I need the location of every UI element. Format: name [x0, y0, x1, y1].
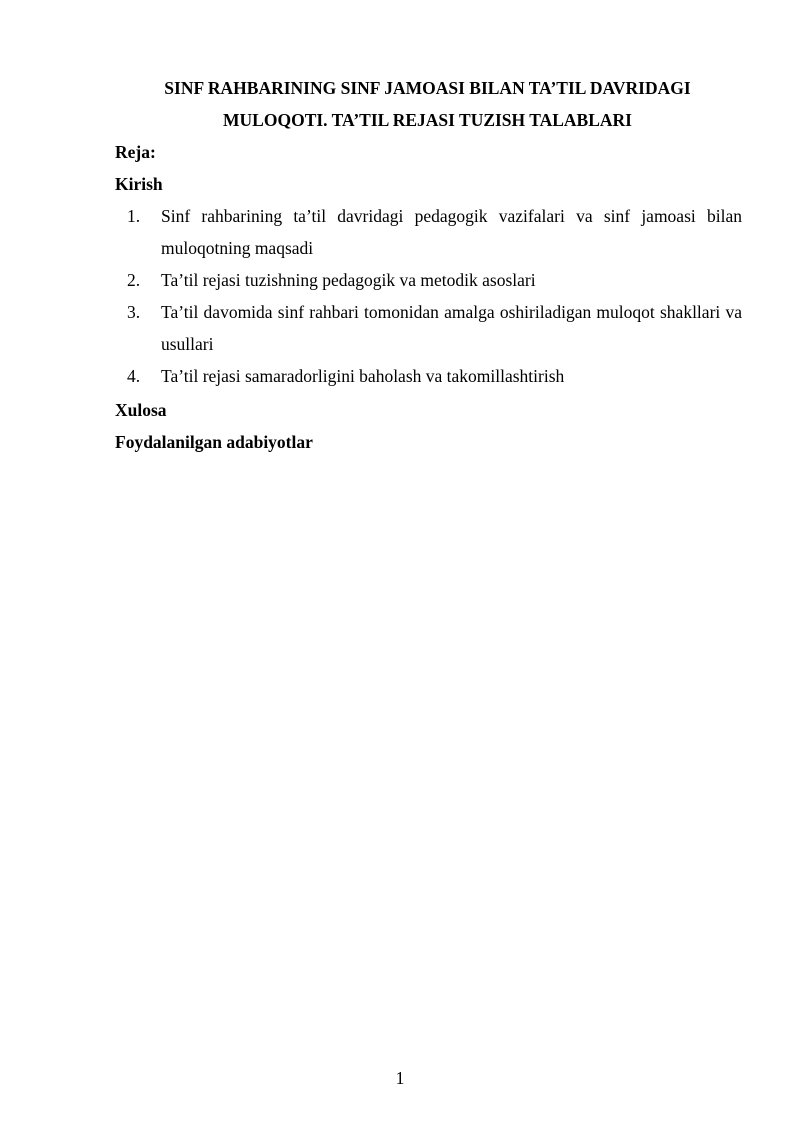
plan-item-text: Ta’til rejasi samaradorligini baholash va takomillashtirish: [161, 366, 565, 386]
plan-item-text: Ta’til rejasi tuzishning pedagogik va metodik asoslari: [161, 270, 536, 290]
plan-item-number: 1.: [127, 206, 141, 226]
plan-item-3: [115, 296, 742, 360]
document-title-line-2: MULOQOTI. TA’TIL REJASI TUZISH TALABLARI: [223, 110, 632, 130]
plan-item-number: 4.: [127, 366, 141, 386]
plan-item-1: [115, 200, 742, 264]
page-number: 1: [395, 1068, 405, 1088]
plan-heading: Reja:: [115, 142, 156, 162]
plan-item-text: Sinf rahbarining ta’til davridagi pedagogik vazifalari va sinf jamoasi bilan muloqotning maqsadi: [161, 206, 742, 258]
plan-item-text: Ta’til davomida sinf rahbari tomonidan amalga oshiriladigan muloqot shakllari va usullari: [161, 302, 742, 354]
plan-item-number: 3.: [127, 302, 141, 322]
document-title-line-1: SINF RAHBARINING SINF JAMOASI BILAN TA’TIL DAVRIDAGI: [164, 78, 691, 98]
plan-item-number: 2.: [127, 270, 141, 290]
references-heading: Foydalanilgan adabiyotlar: [115, 432, 313, 452]
intro-heading: Kirish: [115, 174, 163, 194]
conclusion-heading: Xulosa: [115, 400, 167, 420]
plan-list: [115, 200, 742, 392]
plan-item-2: [115, 264, 742, 296]
plan-item-4: [115, 360, 742, 392]
